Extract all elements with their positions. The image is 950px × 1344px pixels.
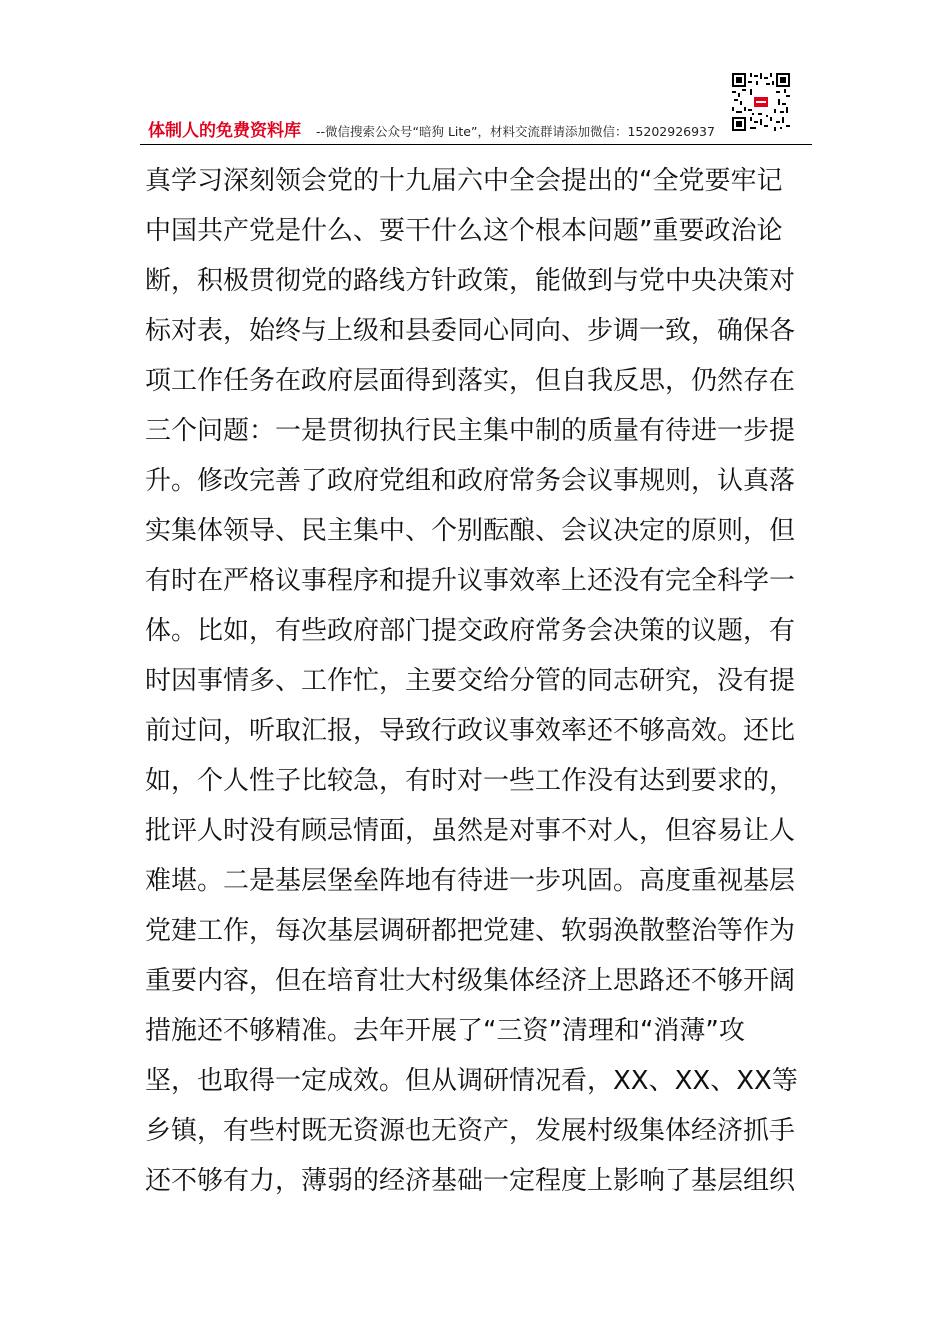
text-line: 断，积极贯彻党的路线方针政策，能做到与党中央决策对	[145, 266, 796, 296]
text-line: 坚，也取得一定成效。但从调研情况看，XX、XX、XX等	[145, 1066, 798, 1096]
text-line: 真学习深刻领会党的十九届六中全会提出的“全党要牢记	[145, 166, 783, 196]
text-line: 措施还不够精准。去年开展了“三资”清理和“消薄”攻	[145, 1016, 745, 1046]
text-line: 有时在严格议事程序和提升议事效率上还没有完全科学一	[145, 566, 796, 596]
brand-title: 体制人的免费资料库	[148, 121, 301, 141]
text-line: 升。修改完善了政府党组和政府常务会议事规则，认真落	[145, 466, 796, 496]
header-divider	[140, 144, 812, 145]
text-line: 项工作任务在政府层面得到落实，但自我反思，仍然存在	[145, 366, 796, 396]
text-line: 时因事情多、工作忙，主要交给分管的同志研究，没有提	[145, 666, 796, 696]
text-line: 难堪。二是基层堡垒阵地有待进一步巩固。高度重视基层	[145, 866, 796, 896]
text-line: 批评人时没有顾忌情面，虽然是对事不对人，但容易让人	[145, 816, 796, 846]
text-line: 还不够有力，薄弱的经济基础一定程度上影响了基层组织	[145, 1166, 796, 1196]
text-line: 标对表，始终与上级和县委同心同向、步调一致，确保各	[145, 316, 796, 346]
text-line: 如，个人性子比较急，有时对一些工作没有达到要求的，	[145, 766, 796, 796]
header-note: --微信搜索公众号“暗狗 Lite”，材料交流群请添加微信：15202926937	[316, 124, 715, 139]
text-line: 实集体领导、民主集中、个别酝酿、会议决定的原则，但	[145, 516, 796, 546]
document-body	[145, 156, 810, 1206]
text-line: 重要内容，但在培育壮大村级集体经济上思路还不够开阔	[145, 966, 796, 996]
text-line: 三个问题：一是贯彻执行民主集中制的质量有待进一步提	[145, 416, 796, 446]
text-line: 党建工作，每次基层调研都把党建、软弱涣散整治等作为	[145, 916, 796, 946]
page-header	[0, 0, 950, 150]
text-line: 前过问，听取汇报，导致行政议事效率还不够高效。还比	[145, 716, 796, 746]
text-line: 体。比如，有些政府部门提交政府常务会决策的议题，有	[145, 616, 796, 646]
text-line: 乡镇，有些村既无资源也无资产，发展村级集体经济抓手	[145, 1116, 796, 1146]
text-line: 中国共产党是什么、要干什么这个根本问题”重要政治论	[145, 216, 783, 246]
qr-code-icon	[732, 73, 790, 131]
